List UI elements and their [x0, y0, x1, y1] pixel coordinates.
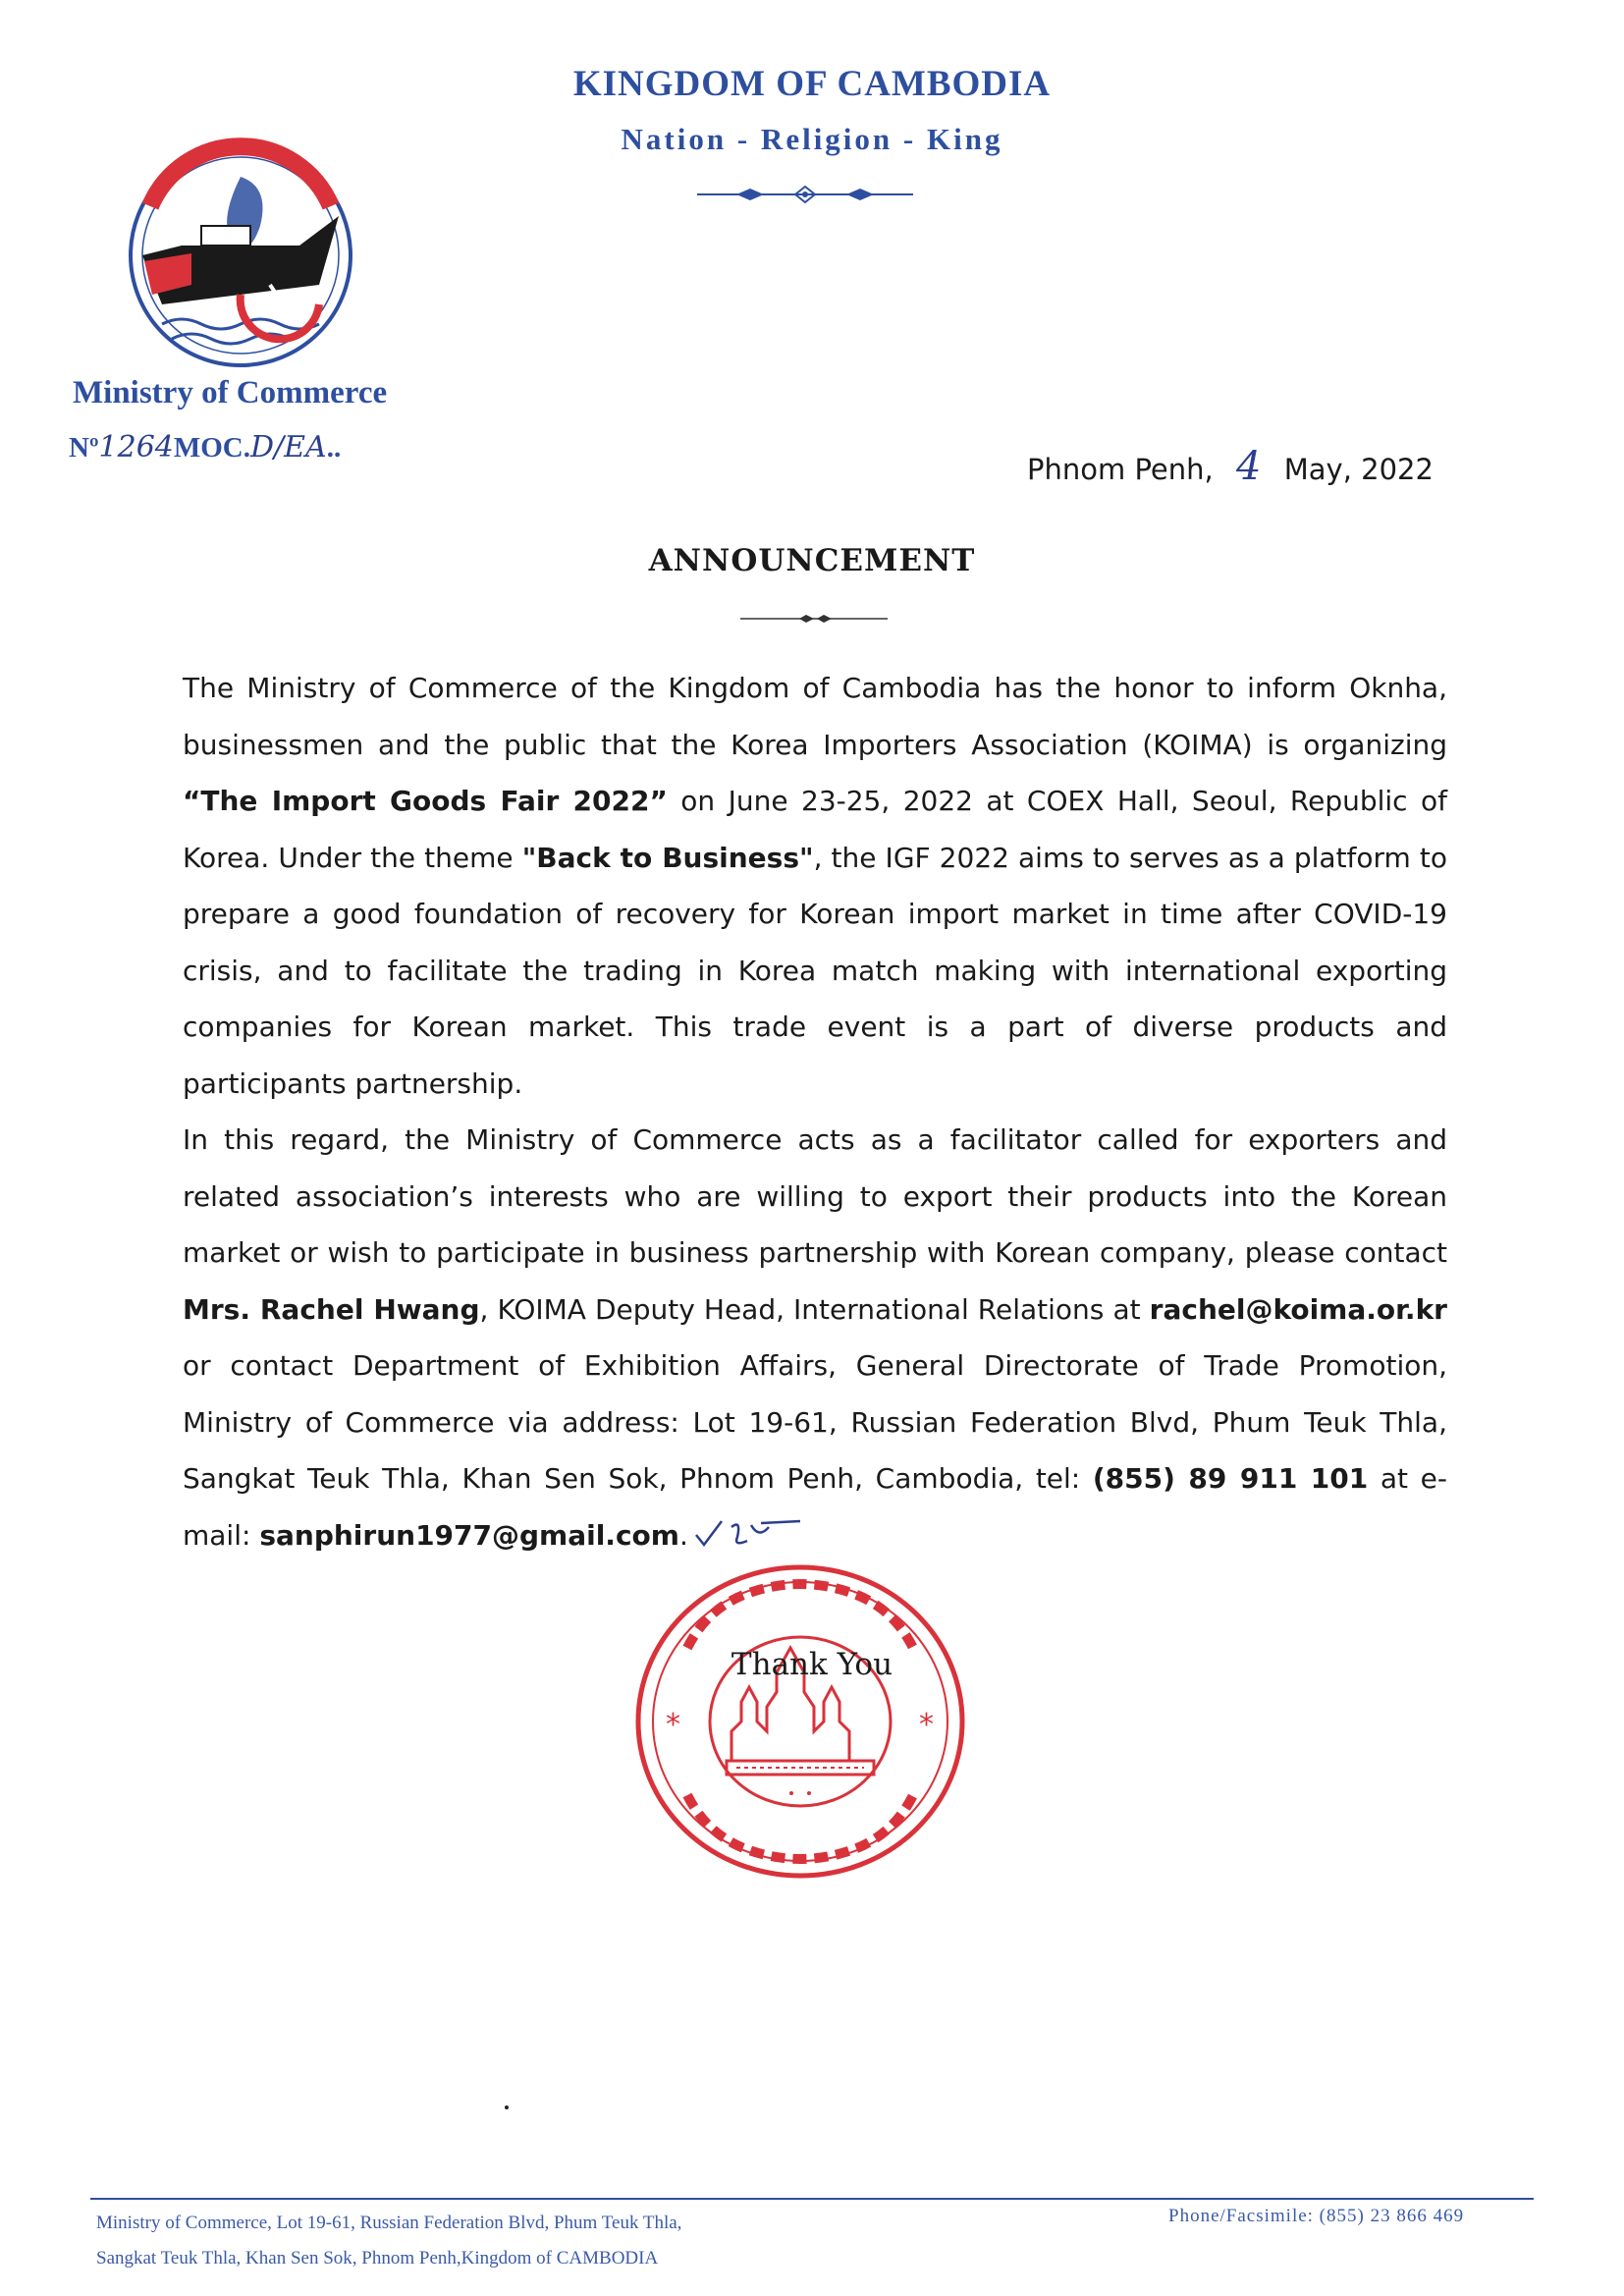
p2-text-b: , KOIMA Deputy Head, International Relations at — [479, 1292, 1150, 1326]
theme-name: "Back to Business" — [521, 841, 814, 874]
contact-email[interactable]: rachel@koima.or.kr — [1149, 1292, 1447, 1326]
footer-address-line1: Ministry of Commerce, Lot 19-61, Russian Federation Blvd, Phum Teuk Thla, — [96, 2213, 682, 2233]
p1-text-b: on June 23-25, 2022 at COEX Hall, Seoul, Republic of Korea. Under the theme — [183, 785, 1447, 874]
fair-name: “The Import Goods Fair 2022” — [183, 785, 668, 817]
department-email[interactable]: sanphirun1977@gmail.com — [259, 1518, 679, 1552]
ref-number: 1264 — [98, 430, 174, 465]
national-motto: Nation - Religion - King — [621, 122, 1003, 156]
p2-text-a: In this regard, the Ministry of Commerce acts as a facilitator called for exporters and related association’s interests who are willing to export their products into the Korean market or wish to participate in business partnership with Korean company, please contact — [183, 1123, 1447, 1269]
reference-number — [69, 430, 341, 465]
date-day: 4 — [1236, 444, 1262, 489]
p2-text-e: . — [678, 1518, 688, 1552]
initials-signature-icon — [692, 1517, 810, 1551]
header-ornament-icon — [677, 183, 933, 206]
ref-prefix: Nº — [69, 432, 99, 464]
footer-phone: Phone/Facsimile: (855) 23 866 469 — [1168, 2206, 1465, 2226]
contact-name: Mrs. Rachel Hwang — [183, 1292, 480, 1326]
ref-code: MOC. — [173, 432, 250, 464]
ref-suffix: D/EA — [250, 430, 327, 465]
p1-text-a: The Ministry of Commerce of the Kingdom of Cambodia has the honor to inform Oknha, businessmen and the public that the Korea Importers Association (KOIMA) is organizing — [183, 672, 1447, 761]
footer-divider — [90, 2198, 1534, 2200]
p1-text-c: , the IGF 2022 aims to serves as a platform to prepare a good foundation of recovery for Korean import market in time after COVID-19 crisis, and to facilitate the trading in Korea match making with international exporting companies for Korean market. This trade event is a part of diverse products and participants partnership. — [183, 841, 1447, 1100]
svg-text:*: * — [666, 1708, 680, 1742]
contact-phone: (855) 89 911 101 — [1092, 1462, 1369, 1495]
title-ornament-icon — [740, 612, 888, 626]
footer-address-line2: Sangkat Teuk Thla, Khan Sen Sok, Phnom Penh,Kingdom of CAMBODIA — [96, 2248, 659, 2269]
letter-date — [1027, 444, 1434, 489]
kingdom-heading: KINGDOM OF CAMBODIA — [572, 64, 1052, 104]
date-place: Phnom Penh, — [1027, 453, 1214, 486]
official-seal-icon — [628, 1559, 972, 1884]
ministry-name: Ministry of Commerce — [73, 375, 388, 410]
document-title: ANNOUNCEMENT — [648, 543, 976, 578]
p2-text-c: or contact Department of Exhibition Affairs, General Directorate of Trade Promotion, Ministry of Commerce via address: Lot 19-61, Russian Federation Blvd, Phum Teuk Thla, Sangkat Teuk Thla, Khan Sen Sok, Phnom Penh, Cambodia, tel: — [183, 1349, 1447, 1495]
footer-address — [96, 2206, 901, 2276]
paragraph-1 — [183, 660, 1447, 1112]
ministry-logo-icon — [123, 137, 358, 373]
p2-text-d: at e-mail: — [183, 1462, 1447, 1552]
stray-mark — [505, 2105, 509, 2109]
svg-text:*: * — [919, 1708, 934, 1742]
date-month-year: May, 2022 — [1283, 453, 1434, 486]
ref-tail: .. — [326, 432, 342, 464]
paragraph-2 — [183, 1112, 1447, 1563]
closing-thank-you: Thank You — [731, 1647, 893, 1682]
